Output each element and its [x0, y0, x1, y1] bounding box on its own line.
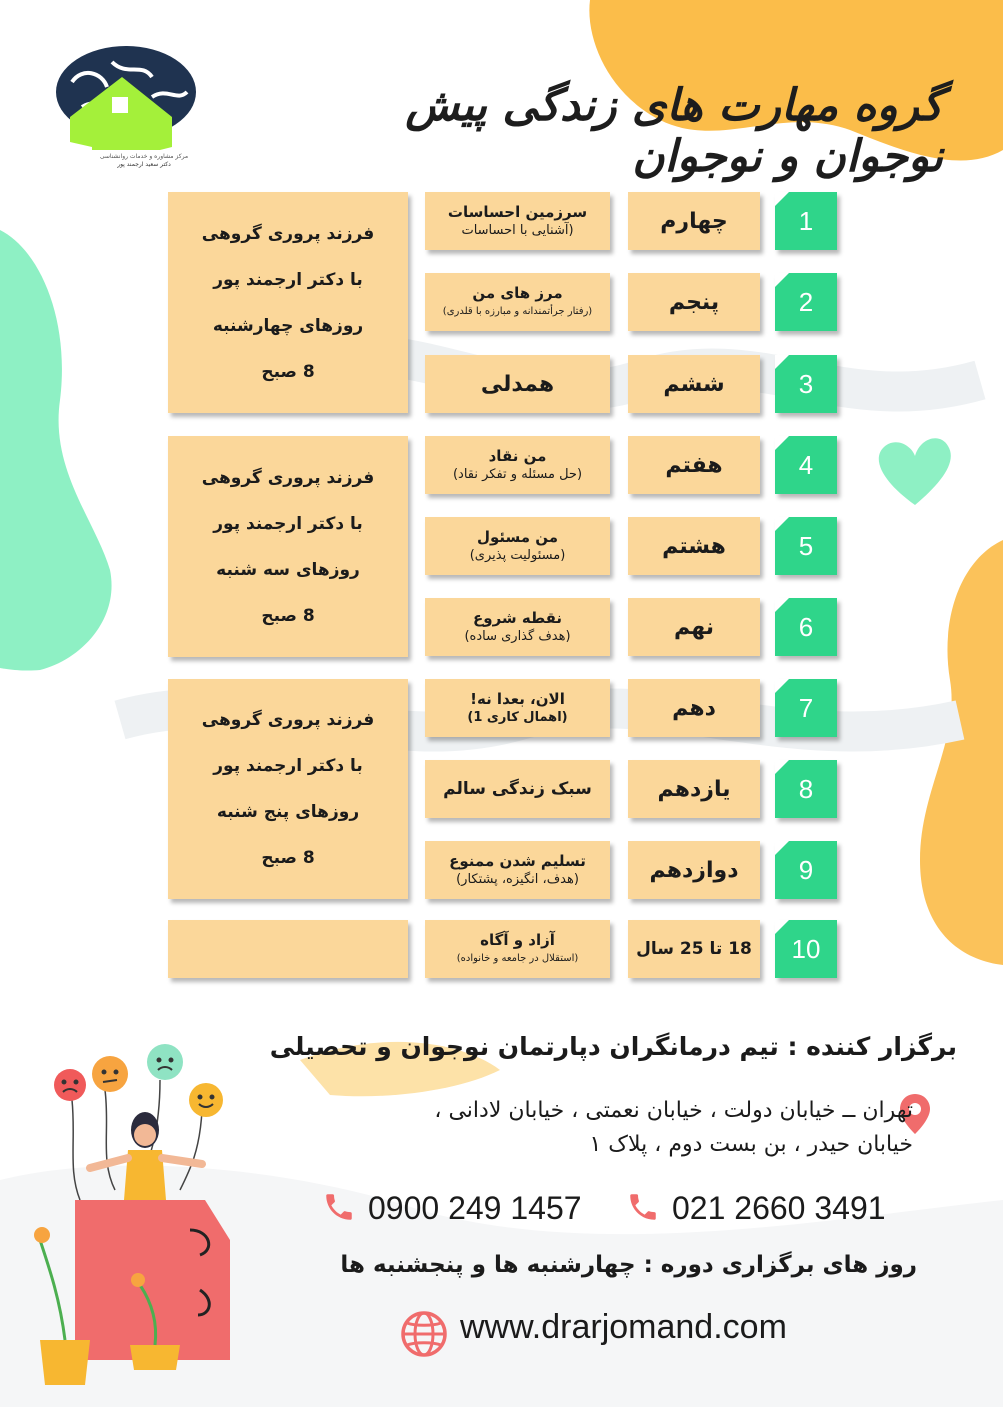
address-line-2: خیابان حیدر ، بن بست دوم ، پلاک ۱ — [589, 1132, 913, 1157]
group-instructor: با دکتر ارجمند پور — [213, 513, 363, 534]
row-grade: ششم — [628, 355, 760, 413]
group-instructor: با دکتر ارجمند پور — [213, 269, 363, 290]
row-number: 6 — [775, 598, 837, 656]
group-title: فرزند پروری گروهی — [201, 467, 375, 488]
group-instructor: با دکتر ارجمند پور — [213, 756, 363, 776]
page-title: گروه مهارت های زندگی پیش نوجوان و نوجوان — [405, 80, 943, 182]
row-grade: نهم — [628, 598, 760, 656]
phone-number-2[interactable]: 0900 249 1457 — [368, 1190, 582, 1226]
topic-title: نقطه شروع — [473, 609, 563, 627]
row-grade: هشتم — [628, 517, 760, 575]
topic-subtitle: (هدف گذاری ساده) — [464, 629, 571, 644]
organizer-text: برگزار کننده : تیم درمانگران دپارتمان نوجوان و تحصیلی — [269, 1032, 957, 1061]
row-grade: دوازدهم — [628, 841, 760, 899]
group-box-tuesday — [168, 436, 408, 657]
topic-subtitle: (آشنایی با احساسات — [461, 223, 574, 238]
row-number: 7 — [775, 679, 837, 737]
row-topic — [425, 841, 610, 899]
group-box-empty — [168, 920, 408, 978]
row-number: 5 — [775, 517, 837, 575]
row-number: 1 — [775, 192, 837, 250]
row-grade: 18 تا 25 سال — [628, 920, 760, 978]
phone-icon — [322, 1190, 356, 1224]
row-topic — [425, 679, 610, 737]
topic-title: همدلی — [480, 371, 555, 397]
topic-subtitle: (استقلال در جامعه و خانواده) — [456, 953, 579, 964]
row-number: 2 — [775, 273, 837, 331]
girl-with-balloons-illustration — [20, 1040, 250, 1400]
group-day: روزهای سه شنبه — [216, 559, 360, 580]
group-time: 8 صبح — [261, 848, 315, 868]
course-days: روز های برگزاری دوره : چهارشنبه ها و پنجشنبه ها — [340, 1252, 917, 1278]
row-topic — [425, 598, 610, 656]
group-box-wednesday — [168, 192, 408, 413]
topic-title: مرز های من — [472, 284, 563, 302]
topic-subtitle: (مسئولیت پذیری) — [469, 548, 566, 563]
group-box-thursday — [168, 679, 408, 899]
group-time: 8 صبح — [261, 361, 315, 382]
website-link[interactable]: www.drarjomand.com — [460, 1308, 787, 1346]
topic-title: الان، بعدا نه! — [470, 690, 565, 708]
row-grade: پنجم — [628, 273, 760, 331]
topic-title: من مسئول — [476, 528, 559, 546]
row-topic — [425, 273, 610, 331]
topic-title: تسلیم شدن ممنوع — [449, 852, 586, 870]
topic-title: سبک زندگی سالم — [443, 779, 592, 799]
row-number: 10 — [775, 920, 837, 978]
row-topic — [425, 760, 610, 818]
topic-subtitle: (اهمال کاری 1) — [467, 710, 568, 725]
row-topic — [425, 355, 610, 413]
group-time: 8 صبح — [261, 605, 315, 626]
row-grade: چهارم — [628, 192, 760, 250]
row-topic — [425, 517, 610, 575]
topic-subtitle: (حل مسئله و تفکر نقاد) — [452, 467, 583, 482]
group-day: روزهای پنج شنبه — [216, 802, 360, 822]
address-line-1: تهران ــ خیابان دولت ، خیابان نعمتی ، خیابان لادانی ، — [434, 1098, 913, 1123]
topic-subtitle: (هدف، انگیزه، پشتکار) — [456, 872, 579, 887]
row-number: 8 — [775, 760, 837, 818]
topic-title: من نقاد — [488, 447, 547, 465]
brain-house-logo — [52, 42, 200, 172]
row-number: 3 — [775, 355, 837, 413]
logo-caption-2: دکتر سعید ارجمند پور — [117, 161, 171, 168]
row-topic — [425, 192, 610, 250]
row-grade: هفتم — [628, 436, 760, 494]
row-topic — [425, 436, 610, 494]
group-title: فرزند پروری گروهی — [201, 223, 375, 244]
phone-icon — [626, 1190, 660, 1224]
logo-caption-1: مرکز مشاوره و خدمات روانشناسی — [99, 153, 189, 160]
group-title: فرزند پروری گروهی — [201, 710, 375, 730]
topic-title: سرزمین احساسات — [447, 203, 588, 221]
group-day: روزهای چهارشنبه — [212, 315, 364, 336]
row-number: 4 — [775, 436, 837, 494]
row-grade: یازدهم — [628, 760, 760, 818]
phone-number-1[interactable]: 021 2660 3491 — [672, 1190, 886, 1226]
topic-title: آزاد و آگاه — [480, 931, 555, 949]
topic-subtitle: (رفتار جرأتمندانه و مبارزه با قلدری) — [442, 306, 593, 317]
row-grade: دهم — [628, 679, 760, 737]
globe-icon — [400, 1310, 448, 1358]
row-number: 9 — [775, 841, 837, 899]
address — [353, 1094, 913, 1162]
row-topic — [425, 920, 610, 978]
